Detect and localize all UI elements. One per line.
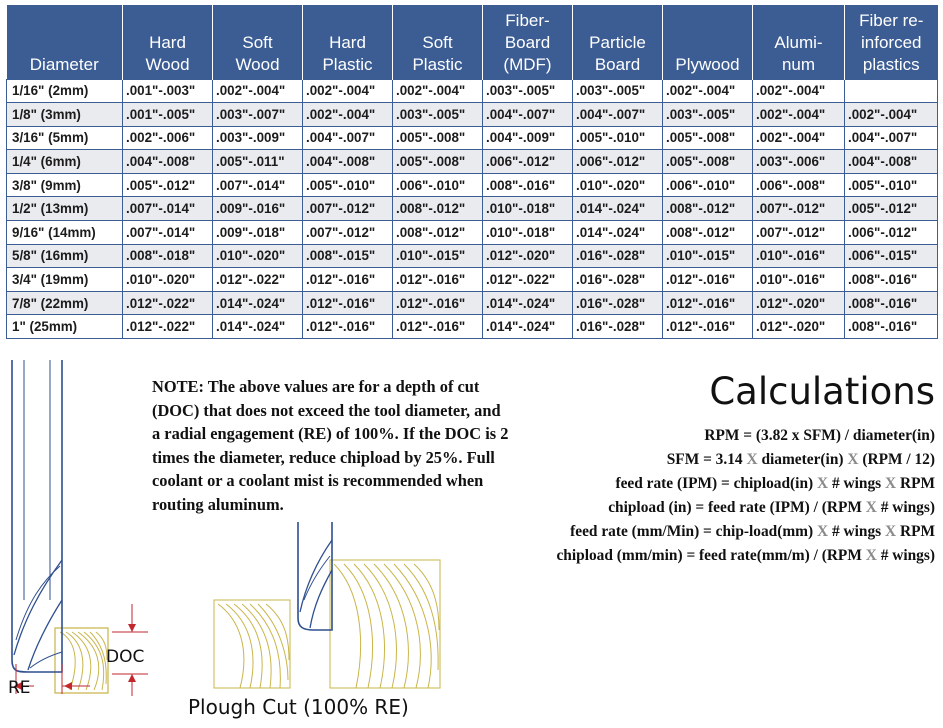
chipload-cell: .010"-.015": [393, 244, 483, 268]
chipload-cell: .008"-.015": [303, 244, 393, 268]
chipload-cell: .002"-.004": [753, 79, 845, 103]
plough-cut-diagram: [212, 520, 442, 698]
formula-segment: # wings: [828, 475, 885, 493]
chipload-cell: .012"-.022": [123, 315, 213, 339]
formula-segment: # wings): [876, 547, 935, 565]
chipload-cell: .005"-.010": [573, 126, 663, 150]
note-text: NOTE: The above values are for a depth of cut (DOC) that does not exceed the tool diameter, and a radial engagement (RE) of 100%. If the DOC is 2 times the diameter, reduce chipload by 25%. Full coolant or a coolant mist is recommended when routing aluminum.: [152, 377, 509, 514]
chipload-cell: .008"-.012": [393, 221, 483, 245]
formula-line: [556, 544, 935, 568]
chipload-cell: .014"-.024": [573, 197, 663, 221]
chipload-cell: .010"-.020": [213, 244, 303, 268]
multiply-symbol: X: [884, 523, 897, 541]
chipload-cell: .008"-.016": [845, 315, 938, 339]
chipload-cell: .010"-.018": [483, 197, 573, 221]
chipload-cell: .007"-.012": [303, 221, 393, 245]
table-body: [7, 79, 938, 339]
chipload-cell: .008"-.018": [123, 244, 213, 268]
table-row: [7, 173, 938, 197]
chipload-cell: .004"-.007": [483, 103, 573, 127]
chipload-cell: .003"-.005": [663, 103, 753, 127]
formula-segment: feed rate (mm/Min) = chip-load(mm): [570, 523, 817, 541]
chipload-cell: .006"-.012": [573, 150, 663, 174]
chipload-cell: .010"-.016": [753, 268, 845, 292]
chipload-cell: .012"-.016": [663, 315, 753, 339]
diameter-cell: 5/8" (16mm): [7, 244, 123, 268]
chipload-cell: .003"-.007": [213, 103, 303, 127]
column-header: Hard Plastic: [303, 5, 393, 79]
column-header: Plywood: [663, 5, 753, 79]
formula-segment: # wings): [876, 499, 935, 517]
chipload-cell: .003"-.009": [213, 126, 303, 150]
table-row: [7, 103, 938, 127]
chipload-cell: .012"-.016": [393, 268, 483, 292]
column-header: Alumi- num: [753, 5, 845, 79]
chipload-cell: .012"-.016": [663, 268, 753, 292]
chipload-cell: .003"-.006": [753, 150, 845, 174]
chipload-cell: .012"-.020": [483, 244, 573, 268]
chipload-cell: .002"-.004": [303, 103, 393, 127]
formula-segment: SFM = 3.14: [666, 451, 747, 469]
column-header: Fiber re- inforced plastics: [845, 5, 938, 79]
chipload-cell: .009"-.016": [213, 197, 303, 221]
table-row: [7, 244, 938, 268]
chipload-cell: .012"-.016": [303, 291, 393, 315]
chipload-cell: .014"-.024": [573, 221, 663, 245]
diameter-cell: 7/8" (22mm): [7, 291, 123, 315]
multiply-symbol: X: [847, 451, 859, 469]
formula-line: [556, 472, 935, 496]
chipload-cell: .008"-.016": [845, 291, 938, 315]
diameter-cell: 1/4" (6mm): [7, 150, 123, 174]
chipload-cell: .008"-.012": [663, 221, 753, 245]
table-row: [7, 268, 938, 292]
formula-segment: RPM = (3.82 x SFM) / diameter(in): [704, 427, 935, 444]
chipload-cell: .007"-.014": [213, 173, 303, 197]
chipload-cell: .010"-.016": [753, 244, 845, 268]
chipload-cell: .005"-.010": [845, 173, 938, 197]
formula-segment: RPM: [896, 523, 935, 541]
formula-segment: feed rate (IPM) = chipload(in): [615, 475, 817, 493]
formula-line: [556, 496, 935, 520]
chipload-cell: .016"-.028": [573, 291, 663, 315]
chipload-cell: .006"-.015": [845, 244, 938, 268]
chipload-cell: .003"-.005": [483, 79, 573, 103]
chipload-cell: .012"-.022": [123, 291, 213, 315]
chipload-cell: .007"-.012": [753, 197, 845, 221]
chipload-cell: .005"-.008": [393, 126, 483, 150]
diameter-cell: 1/8" (3mm): [7, 103, 123, 127]
chipload-cell: .012"-.016": [393, 291, 483, 315]
diameter-cell: 1/2" (13mm): [7, 197, 123, 221]
formula-line: [556, 520, 935, 544]
formula-line: [556, 424, 935, 448]
chipload-cell: .002"-.004": [753, 126, 845, 150]
multiply-symbol: X: [865, 499, 877, 517]
chipload-cell: .010"-.018": [483, 221, 573, 245]
chipload-cell: .002"-.004": [213, 79, 303, 103]
chipload-cell: .003"-.005": [573, 79, 663, 103]
chipload-cell: .005"-.008": [663, 126, 753, 150]
workpiece-section-left: [55, 628, 108, 693]
formula-segment: chipload (mm/min) = feed rate(mm/m) / (RPM: [556, 547, 866, 565]
diameter-cell: 1/16" (2mm): [7, 79, 123, 103]
chipload-cell: .004"-.008": [123, 150, 213, 174]
formula-segment: RPM: [896, 475, 935, 493]
table-row: [7, 315, 938, 339]
column-header: Fiber- Board (MDF): [483, 5, 573, 79]
doc-label: DOC: [106, 647, 145, 667]
chipload-cell: .005"-.010": [303, 173, 393, 197]
chipload-cell: .012"-.022": [213, 268, 303, 292]
chipload-cell: .016"-.028": [573, 244, 663, 268]
table-row: [7, 291, 938, 315]
chipload-cell: .010"-.020": [123, 268, 213, 292]
end-mill-tool-right: [298, 522, 332, 630]
chipload-cell: .016"-.028": [573, 268, 663, 292]
chipload-cell: .007"-.014": [123, 197, 213, 221]
table-row: [7, 150, 938, 174]
formula-segment: (RPM / 12): [858, 451, 935, 469]
formula-segment: chipload (in) = feed rate (IPM) / (RPM: [608, 499, 866, 517]
chipload-cell: .007"-.014": [123, 221, 213, 245]
multiply-symbol: X: [816, 475, 829, 493]
chipload-cell: .014"-.024": [483, 315, 573, 339]
chipload-cell: .007"-.012": [753, 221, 845, 245]
chipload-cell: .014"-.024": [483, 291, 573, 315]
chipload-cell: .006"-.008": [753, 173, 845, 197]
chipload-cell: .002"-.006": [123, 126, 213, 150]
column-header: Soft Wood: [213, 5, 303, 79]
column-header: Soft Plastic: [393, 5, 483, 79]
diameter-cell: 3/4" (19mm): [7, 268, 123, 292]
chipload-cell: .004"-.007": [303, 126, 393, 150]
diameter-cell: 9/16" (14mm): [7, 221, 123, 245]
chipload-cell: .001"-.003": [123, 79, 213, 103]
chipload-cell: .008"-.016": [845, 268, 938, 292]
diameter-cell: 1" (25mm): [7, 315, 123, 339]
chipload-cell: .008"-.012": [663, 197, 753, 221]
chipload-cell: .002"-.004": [393, 79, 483, 103]
chipload-cell: .005"-.012": [845, 197, 938, 221]
chipload-cell: .012"-.016": [663, 291, 753, 315]
chipload-cell: .012"-.016": [303, 268, 393, 292]
chipload-cell: .006"-.012": [483, 150, 573, 174]
chipload-cell: .004"-.009": [483, 126, 573, 150]
formula-line: [556, 448, 935, 472]
column-header: Particle Board: [573, 5, 663, 79]
chipload-cell: .005"-.008": [393, 150, 483, 174]
chipload-cell: [845, 79, 938, 103]
chipload-cell: .006"-.010": [393, 173, 483, 197]
table-header-row: [7, 5, 938, 79]
end-mill-tool-left: [12, 360, 62, 672]
calculations-title: Calculations: [709, 370, 935, 413]
chipload-cell: .008"-.016": [483, 173, 573, 197]
diameter-cell: 3/8" (9mm): [7, 173, 123, 197]
chipload-cell: .005"-.012": [123, 173, 213, 197]
table-row: [7, 197, 938, 221]
chipload-cell: .002"-.004": [303, 79, 393, 103]
chipload-cell: .005"-.008": [663, 150, 753, 174]
table-row: [7, 221, 938, 245]
chipload-cell: .014"-.024": [213, 291, 303, 315]
multiply-symbol: X: [746, 451, 758, 469]
chipload-cell: .010"-.015": [663, 244, 753, 268]
formula-segment: diameter(in): [757, 451, 848, 469]
chipload-cell: .006"-.010": [663, 173, 753, 197]
chipload-table: [6, 5, 938, 339]
chipload-cell: .014"-.024": [213, 315, 303, 339]
chipload-cell: .003"-.005": [393, 103, 483, 127]
chipload-cell: .012"-.020": [753, 291, 845, 315]
chipload-cell: .012"-.016": [393, 315, 483, 339]
column-header: Diameter: [7, 5, 123, 79]
chipload-cell: .004"-.008": [303, 150, 393, 174]
chipload-cell: .016"-.028": [573, 315, 663, 339]
chipload-cell: .002"-.004": [663, 79, 753, 103]
chipload-cell: .008"-.012": [393, 197, 483, 221]
chipload-cell: .010"-.020": [573, 173, 663, 197]
table-row: [7, 126, 938, 150]
chipload-cell: .012"-.020": [753, 315, 845, 339]
chipload-cell: .004"-.008": [845, 150, 938, 174]
re-label: RE: [8, 678, 31, 696]
chipload-cell: .004"-.007": [573, 103, 663, 127]
end-mill-doc-re-diagram: [0, 356, 150, 696]
formula-segment: # wings: [828, 523, 885, 541]
multiply-symbol: X: [865, 547, 877, 565]
chipload-cell: .002"-.004": [753, 103, 845, 127]
chipload-cell: .012"-.022": [483, 268, 573, 292]
multiply-symbol: X: [884, 475, 897, 493]
chipload-cell: .002"-.004": [845, 103, 938, 127]
calculations-formula-list: [556, 424, 935, 569]
column-header: Hard Wood: [123, 5, 213, 79]
plough-cut-caption: Plough Cut (100% RE): [188, 695, 409, 719]
chipload-cell: .005"-.011": [213, 150, 303, 174]
multiply-symbol: X: [816, 523, 829, 541]
chipload-cell: .001"-.005": [123, 103, 213, 127]
diameter-cell: 3/16" (5mm): [7, 126, 123, 150]
chipload-cell: .004"-.007": [845, 126, 938, 150]
chipload-cell: .012"-.016": [303, 315, 393, 339]
chipload-cell: .007"-.012": [303, 197, 393, 221]
chipload-cell: .006"-.012": [845, 221, 938, 245]
chipload-cell: .009"-.018": [213, 221, 303, 245]
table-row: [7, 79, 938, 103]
